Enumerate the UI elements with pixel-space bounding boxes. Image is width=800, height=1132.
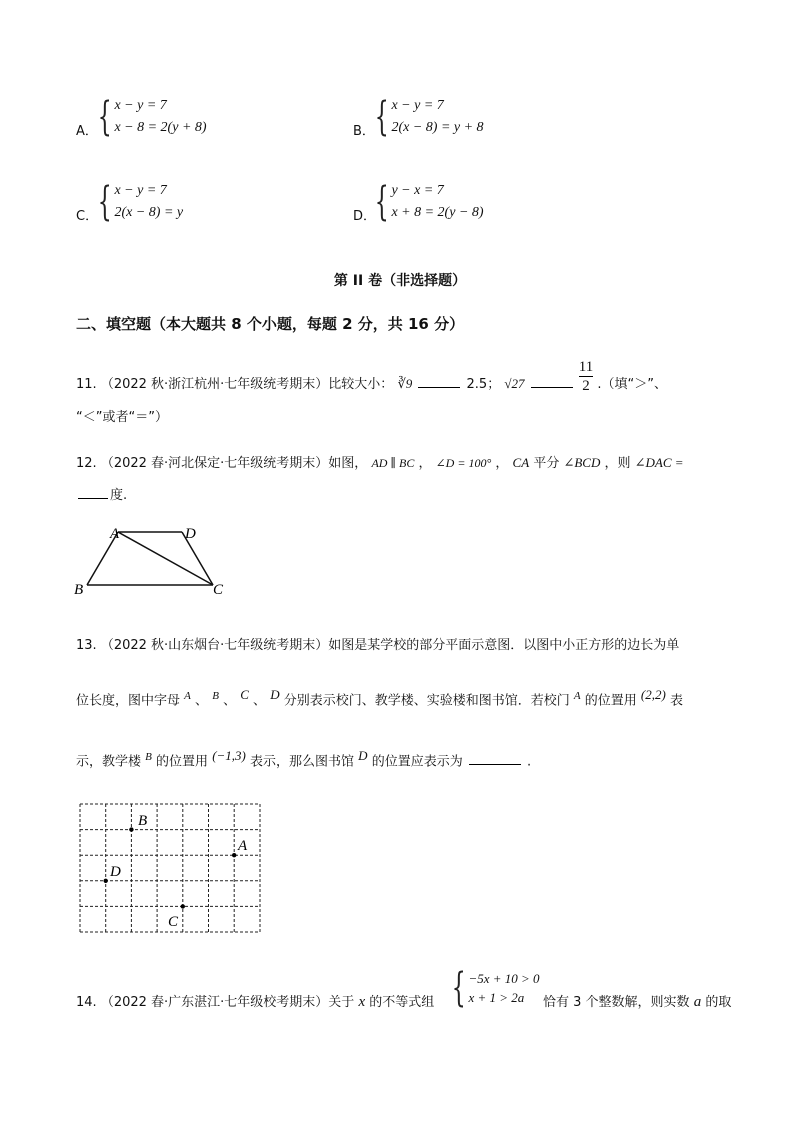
equation-line: x − y = 7 — [391, 98, 444, 113]
question-source: （2022 春·广东湛江·七年级校考期末）关于 — [100, 995, 355, 1010]
point-b — [129, 827, 133, 831]
math-expression: ∠DAC = — [634, 455, 684, 470]
math-expression: ∛9 — [397, 376, 413, 391]
question-text: 位长度，图中字母 — [76, 693, 181, 709]
option-label: C． — [76, 209, 99, 224]
question-11 — [76, 359, 667, 403]
option-label: B． — [353, 124, 375, 139]
equation-line: x − 8 = 2(y + 8) — [114, 120, 207, 135]
question-source: （2022 秋·山东烟台·七年级统考期末）如图是某学校的部分平面示意图．以图中小正方形的边长为单 — [100, 638, 680, 653]
point-label-c: C — [168, 914, 179, 930]
letter: D — [270, 687, 280, 702]
fraction-denominator: 2 — [582, 378, 590, 394]
question-text: 平分 — [533, 456, 564, 471]
question-text: 的取 — [705, 995, 732, 1010]
fraction — [579, 358, 593, 395]
question-text: 的位置用 — [156, 754, 209, 770]
question-text: .（填“＞”、 — [597, 377, 667, 392]
punctuation: 、 — [253, 693, 267, 709]
letter: D — [358, 748, 368, 763]
fraction-numerator: 11 — [578, 359, 594, 375]
math-expression: ∠D = 100° — [435, 456, 492, 470]
equation-line: y − x = 7 — [391, 183, 444, 198]
letter: B — [212, 690, 219, 702]
math-expression: CA — [512, 455, 530, 470]
point-d — [104, 879, 108, 883]
math-expression: AD ∥ BC — [371, 456, 415, 470]
brace-icon: { — [451, 965, 466, 1011]
punctuation: 、 — [223, 693, 237, 709]
punctuation: 、 — [195, 693, 209, 709]
answer-blank[interactable] — [469, 763, 521, 765]
question-14 — [76, 991, 434, 1011]
trapezoid-figure — [70, 522, 240, 598]
vertex-label-a: A — [110, 526, 120, 542]
dashed-grid — [80, 804, 260, 932]
question-number: 11. — [76, 377, 97, 392]
option-label: D． — [353, 209, 377, 224]
vertex-label-c: C — [213, 582, 224, 598]
brace-icon: { — [97, 94, 112, 140]
question-13-line3 — [76, 748, 531, 769]
math-variable: a — [693, 994, 702, 1010]
grid-figure — [78, 802, 264, 937]
punctuation: . — [527, 754, 532, 770]
punctuation: ， — [418, 456, 432, 471]
equation-system — [92, 95, 207, 139]
coordinate: (2,2) — [640, 687, 666, 702]
question-text: 恰有 3 个整数解，则实数 — [543, 995, 690, 1010]
punctuation: ， — [495, 456, 509, 471]
equation-system — [369, 180, 484, 224]
math-variable: x — [358, 994, 366, 1010]
point-label-a: A — [238, 838, 248, 854]
question-text: 表示，那么图书馆 — [250, 754, 355, 770]
question-text: 度. — [110, 488, 128, 503]
question-text: 表 — [669, 693, 683, 709]
equation-line: x − y = 7 — [114, 98, 167, 113]
question-number: 13. — [76, 638, 97, 653]
question-source: （2022 秋·浙江杭州·七年级统考期末）比较大小： — [100, 377, 394, 392]
point-label-b: B — [138, 813, 148, 829]
math-expression: ∠BCD — [563, 455, 601, 470]
question-14-tail — [543, 991, 731, 1011]
equation-system — [92, 180, 183, 224]
letter: A — [184, 690, 191, 702]
letter: A — [573, 690, 581, 702]
question-12 — [76, 452, 684, 471]
equation-line: x + 8 = 2(y − 8) — [391, 205, 484, 220]
equation-line: 2(x − 8) = y + 8 — [391, 120, 484, 135]
answer-blank[interactable] — [418, 386, 460, 388]
question-number: 12. — [76, 456, 97, 471]
question-text: 的不等式组 — [369, 995, 435, 1010]
answer-blank[interactable] — [78, 497, 108, 499]
part-title: 第 II 卷（非选择题） — [333, 273, 467, 289]
inequality-line: x + 1 > 2a — [468, 990, 525, 1005]
brace-icon: { — [374, 179, 389, 225]
section-title: 二、填空题（本大题共 8 个小题，每题 2 分，共 16 分） — [76, 315, 465, 333]
letter: C — [240, 687, 249, 702]
question-text: 的位置用 — [584, 693, 637, 709]
option-label: A． — [76, 124, 98, 139]
math-expression: √27 — [504, 376, 525, 391]
coordinate: (−1,3) — [212, 748, 246, 763]
question-text: 的位置应表示为 — [371, 754, 463, 770]
question-text: 分别表示校门、教学楼、实验楼和图书馆．若校门 — [283, 693, 570, 709]
point-label-d: D — [110, 864, 121, 880]
question-text: 示，教学楼 — [76, 754, 142, 770]
letter: B — [145, 751, 152, 763]
question-text: ，则 — [604, 456, 635, 471]
question-13-line2 — [76, 687, 683, 708]
answer-blank[interactable] — [531, 386, 573, 388]
brace-icon: { — [374, 94, 389, 140]
inequality-line: −5x + 10 > 0 — [468, 971, 540, 986]
vertex-label-d: D — [185, 526, 196, 542]
math-value: 2.5； — [466, 377, 501, 392]
equation-line: x − y = 7 — [114, 183, 167, 198]
question-number: 14. — [76, 995, 97, 1010]
question-13 — [76, 634, 679, 653]
question-12-line2 — [76, 484, 127, 503]
point-a — [232, 853, 236, 857]
brace-icon: { — [97, 179, 112, 225]
inequality-system — [446, 965, 540, 1011]
equation-system — [369, 95, 484, 139]
question-source: （2022 春·河北保定·七年级统考期末）如图， — [100, 456, 368, 471]
equation-line: 2(x − 8) = y — [114, 205, 184, 220]
vertex-label-b: B — [74, 582, 84, 598]
segment-ac — [118, 532, 213, 585]
point-c — [181, 904, 185, 908]
question-11-line2: “＜”或者“＝”） — [76, 410, 168, 425]
